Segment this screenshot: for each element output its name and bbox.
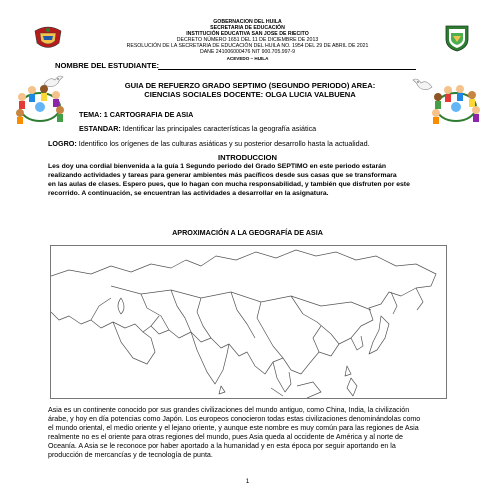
- page-number: 1: [245, 478, 250, 485]
- header-line-5: RESOLUCIÓN DE LA SECRETARIA DE EDUCACIÓN DEL HUILA NO. 1954 DEL 29 DE ABRIL DE 2021: [126, 43, 369, 50]
- student-name-label: NOMBRE DEL ESTUDIANTE:: [55, 61, 160, 70]
- estandar-label: ESTANDAR:: [79, 124, 121, 133]
- children-circle-right-icon: [430, 83, 482, 125]
- header-line-1: GOBERNACION DEL HUILA: [213, 19, 282, 25]
- body-line-6: producción de mercancías y de tecnología de punta.: [48, 451, 213, 460]
- school-shield-icon: [443, 24, 471, 52]
- body-line-3: el mundo oriental, el medio oriente y el lejano oriente, y aunque este nombre es muy común para las regiones de Asia: [48, 424, 419, 433]
- guide-title-line-1: GUIA DE REFUERZO GRADO SEPTIMO (SEGUNDO PERIODO) AREA:: [124, 81, 376, 90]
- intro-line-1: Les doy una cordial bienvenida a la guía 1 Segundo periodo del Grado SEPTIMO en este periodo estarán: [48, 163, 387, 170]
- student-name-line[interactable]: [158, 69, 416, 70]
- body-line-1: Asia es un continente conocido por sus grandes civilizaciones del mundo antiguo, como China, India, la civilización: [48, 406, 410, 414]
- huila-coat-of-arms-icon: [33, 25, 63, 51]
- tema-label: TEMA: 1 CARTOGRAFIA DE ASIA: [79, 110, 194, 119]
- intro-line-4: recorrido. A continuación, se encuentran las actividades a desarrollar en la asignatura.: [48, 190, 329, 198]
- logro-text: Identifico los orígenes de las culturas asiáticas y su posterior desarrollo hasta la actualidad.: [78, 139, 370, 148]
- header-line-2: SECRETARIA DE EDUCACIÓN: [210, 25, 285, 32]
- logro-label: LOGRO:: [48, 139, 77, 148]
- body-line-2: árabe, y hoy en día potencias como Japón. Los europeos conocieron todas estas civilizaciones denominándolas como: [48, 415, 421, 424]
- asia-outline-map: [50, 245, 447, 399]
- intro-heading: INTRODUCCION: [217, 153, 278, 162]
- section-title: APROXIMACIÓN A LA GEOGRAFÍA DE ASIA: [172, 228, 323, 237]
- children-circle-left-icon: [14, 83, 66, 125]
- body-line-4: realmente no es el oriente para otras regiones del mundo, pues Asia queda al occidente de América y al norte de: [48, 433, 403, 442]
- body-line-5: Oceanía. A Asia se le reconoce por haber aportado a la humanidad y en esta época por seguir aportando en la: [48, 442, 396, 451]
- header-line-3: INSTITUCIÓN EDUCATIVA SAN JOSE DE RIECITO: [186, 31, 309, 38]
- guide-title-line-2: CIENCIAS SOCIALES DOCENTE: OLGA LUCIA VALBUENA: [144, 90, 356, 99]
- intro-line-2: realizando actividades y tareas para generar ambientes más pacíficos desde sus casas que se transformara: [48, 172, 397, 180]
- intro-line-3: en las aulas de clases. Espero pues, que lo hagan con mucha responsabilidad, y también que disfruten por este: [48, 181, 410, 189]
- header-line-6: DANE 241006000476 NIT 900.705.997-9: [199, 49, 296, 56]
- header-line-7: ACEVEDO – HUILA: [226, 55, 269, 61]
- estandar-text: Identificar las principales características la geografía asiática: [122, 124, 317, 133]
- header-line-4: DECRETO NÚMERO 1651 DEL 11 DE DICIEMBRE DE 2013: [176, 37, 319, 44]
